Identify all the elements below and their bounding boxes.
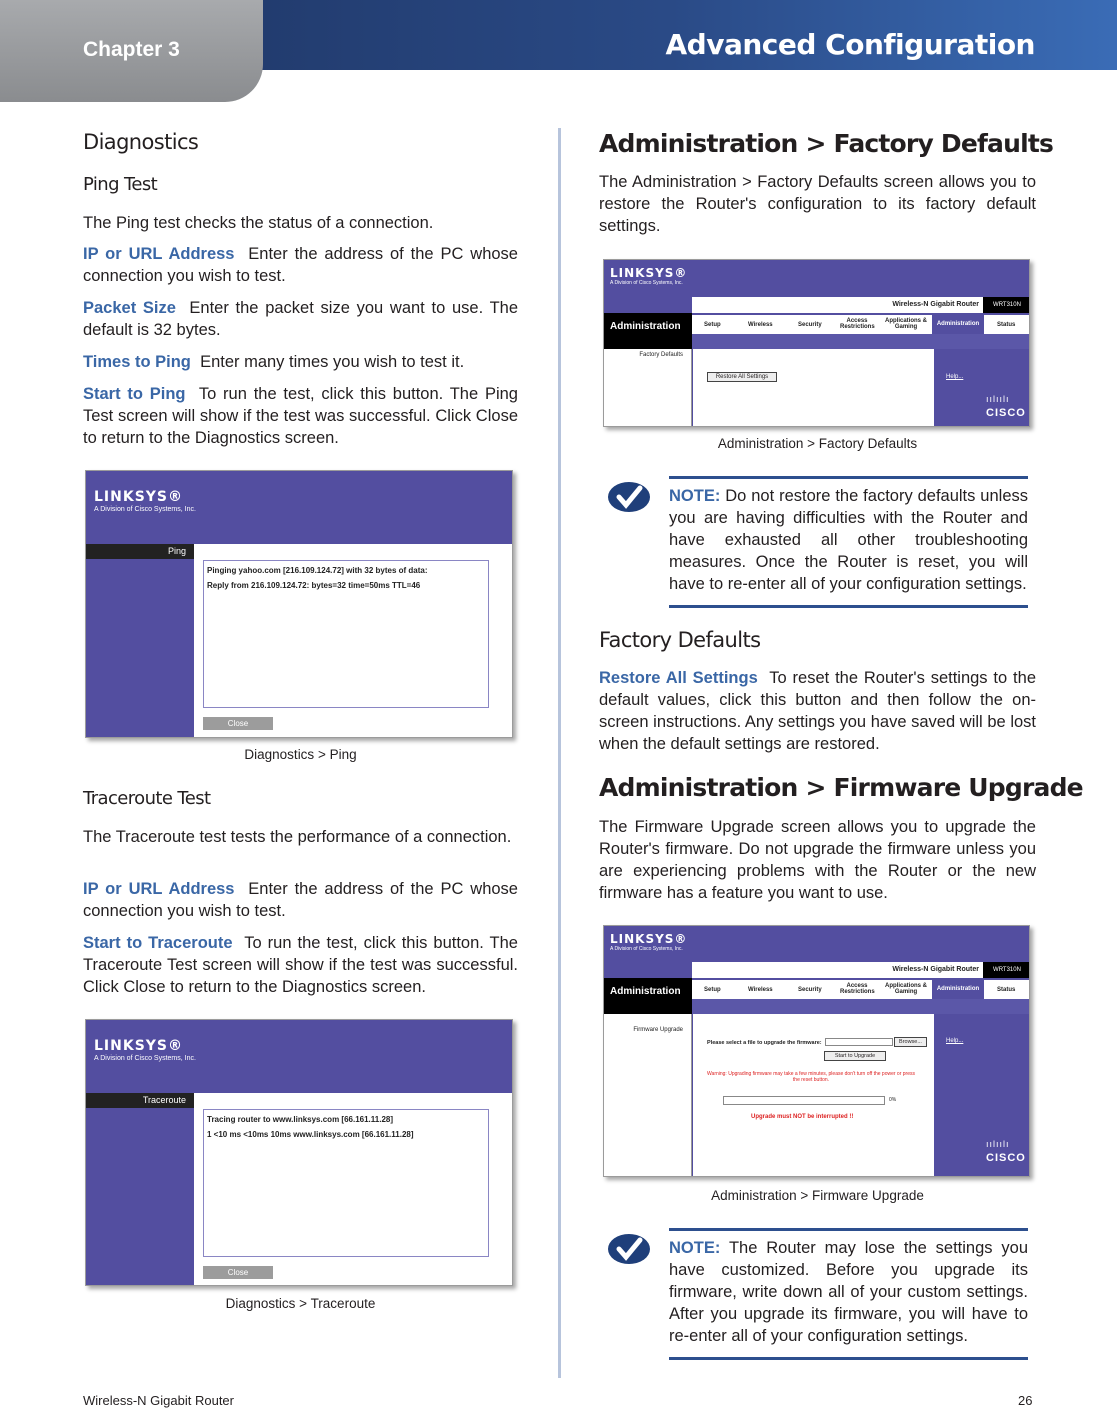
ping-item-ip (83, 243, 518, 287)
traceroute-heading: Traceroute Test (83, 788, 211, 809)
ping-item-start (83, 383, 518, 449)
note-firmware (669, 1228, 1028, 1360)
tab-administration[interactable]: Administration (932, 980, 984, 999)
firmware-caption: Administration > Firmware Upgrade (711, 1188, 924, 1203)
help-panel (934, 349, 1030, 427)
main-tabs (692, 980, 1030, 999)
term-label: Packet Size (83, 299, 176, 317)
trace-item-ip (83, 878, 518, 922)
cisco-logo: CISCO (986, 1152, 1026, 1164)
factory-caption: Administration > Factory Defaults (717, 436, 918, 451)
ping-line-1: Pinging yahoo.com [216.109.124.72] with 32 bytes of data: (207, 566, 428, 575)
upgrade-warning: Warning: Upgrading firmware may take a few minutes, please don't turn off the power or press the reset button. (707, 1071, 915, 1083)
logo-subtitle: A Division of Cisco Systems, Inc. (610, 946, 683, 952)
file-path-input[interactable] (825, 1038, 893, 1046)
cisco-bars-icon: ıılıılı (986, 394, 1010, 404)
section-title: Advanced Configuration (665, 28, 1035, 61)
checkmark-icon (606, 1232, 652, 1266)
term-label: Start to Ping (83, 385, 186, 403)
upgrade-progress-bar (723, 1096, 885, 1105)
tab-setup[interactable]: Setup (704, 987, 721, 993)
tab-access[interactable]: Access Restrictions (840, 983, 875, 995)
term-label: IP or URL Address (83, 880, 235, 898)
diagnostics-heading: Diagnostics (83, 130, 199, 154)
ping-output-box (203, 560, 489, 708)
term-desc: To run the test, click this button. The Traceroute Test screen will show if the test was successful. Click Close to return to the Diagnostics screen. (83, 934, 518, 996)
side-label: Ping (86, 544, 194, 559)
term-label: IP or URL Address (83, 245, 235, 263)
linksys-logo: LINKSYS® (610, 932, 688, 946)
note-text: Do not restore the factory defaults unless you are having difficulties with the Router and have exhausted all other troubleshooting measures. Once the Router is reset, you will have to re-enter all of your configuration settings. (669, 487, 1028, 593)
factory-defaults-heading: Administration > Factory Defaults (599, 129, 1054, 158)
ping-item-packet (83, 297, 518, 341)
term-desc: To reset the Router's settings to the default values, click this button and then follow the on-screen instructions. Any settings you have saved will be lost when the default settings are restored. (599, 669, 1036, 753)
side-panel-top (604, 1014, 692, 1024)
trace-line-2: 1 <10 ms <10ms 10ms www.linksys.com [66.161.11.28] (207, 1130, 414, 1139)
close-button[interactable]: Close (203, 717, 273, 730)
content-panel (693, 1014, 934, 1177)
side-label: Factory Defaults (604, 349, 692, 362)
trace-line-1: Tracing router to www.linksys.com [66.161.11.28] (207, 1115, 393, 1124)
note-body (669, 1231, 1028, 1347)
product-name: Wireless-N Gigabit Router (892, 966, 979, 973)
tab-status[interactable]: Status (997, 322, 1016, 328)
sub-tabs (692, 334, 1030, 349)
section-label: Administration (604, 978, 692, 1014)
model-label: WRT310N (983, 297, 1030, 313)
close-button[interactable]: Close (203, 1266, 273, 1279)
restore-item (599, 667, 1036, 755)
tab-access[interactable]: Access Restrictions (840, 318, 875, 330)
model-label: WRT310N (983, 962, 1030, 978)
tab-applications[interactable]: Applications & Gaming (884, 318, 927, 330)
help-panel (934, 1014, 1030, 1177)
term-desc: Enter the packet size you want to use. The default is 32 bytes. (83, 299, 519, 339)
firmware-upgrade-heading: Administration > Firmware Upgrade (599, 773, 1083, 802)
cisco-logo: CISCO (986, 407, 1026, 419)
sub-tabs (692, 999, 1030, 1014)
start-upgrade-button[interactable]: Start to Upgrade (824, 1051, 886, 1061)
main-tabs (692, 315, 1030, 334)
no-interrupt-warning: Upgrade must NOT be interrupted !! (751, 1114, 854, 1120)
product-name: Wireless-N Gigabit Router (892, 301, 979, 308)
trace-item-start (83, 932, 518, 998)
tab-security[interactable]: Security (798, 322, 822, 328)
ping-caption: Diagnostics > Ping (244, 747, 357, 762)
note-factory (669, 476, 1028, 608)
linksys-logo: LINKSYS® (94, 1038, 183, 1054)
linksys-logo: LINKSYS® (94, 489, 183, 505)
logo-subtitle: A Division of Cisco Systems, Inc. (610, 280, 683, 286)
term-desc: To run the test, click this button. The Ping Test screen will show if the test was successful. Click Close to return to the Diagnostics screen. (83, 385, 518, 447)
note-label: NOTE: (669, 487, 721, 505)
tab-security[interactable]: Security (798, 987, 822, 993)
side-label: Firmware Upgrade (604, 1024, 692, 1037)
content-panel (693, 349, 934, 427)
term-desc: Enter many times you wish to test it. (200, 353, 465, 371)
progress-percent: 0% (889, 1097, 897, 1103)
logo-subtitle: A Division of Cisco Systems, Inc. (94, 506, 196, 513)
tab-applications[interactable]: Applications & Gaming (884, 983, 927, 995)
term-label: Times to Ping (83, 353, 191, 371)
checkmark-icon (606, 480, 652, 514)
product-bar (692, 962, 1030, 978)
logo-subtitle: A Division of Cisco Systems, Inc. (94, 1055, 196, 1062)
firmware-intro: The Firmware Upgrade screen allows you to upgrade the Router's firmware. Do not upgrade the firmware unless you are experiencing problems with the Router or the new firmware has a feature you want to use. (599, 818, 1036, 902)
term-desc: Enter the address of the PC whose connection you wish to test. (83, 245, 518, 285)
firmware-upgrade-screenshot (603, 925, 1030, 1177)
ping-intro: The Ping test checks the status of a connection. (83, 214, 434, 232)
restore-all-settings-button[interactable]: Restore All Settings (707, 372, 777, 382)
tab-wireless[interactable]: Wireless (748, 322, 773, 328)
footer-product: Wireless-N Gigabit Router (83, 1393, 234, 1408)
traceroute-caption: Diagnostics > Traceroute (225, 1296, 376, 1311)
cisco-bars-icon: ıılıılı (986, 1139, 1010, 1149)
select-file-label: Please select a file to upgrade the firmware: (707, 1040, 822, 1046)
traceroute-screenshot (85, 1019, 513, 1286)
column-divider (558, 128, 561, 1378)
section-label: Administration (604, 313, 692, 349)
ping-screenshot (85, 470, 513, 738)
traceroute-output-box (203, 1109, 489, 1257)
tab-setup[interactable]: Setup (704, 322, 721, 328)
ping-item-times (83, 351, 518, 373)
factory-defaults-subheading: Factory Defaults (599, 628, 761, 652)
page-number: 26 (1018, 1393, 1033, 1408)
tab-administration[interactable]: Administration (932, 315, 984, 334)
note-text: The Router may lose the settings you have customized. Before you upgrade its firmware, write down all of your custom settings. After you upgrade its firmware, you will have to re-enter all of your configuration settings. (669, 1239, 1028, 1345)
tab-status[interactable]: Status (997, 987, 1016, 993)
linksys-logo: LINKSYS® (610, 266, 688, 280)
note-label: NOTE: (669, 1239, 721, 1257)
term-label: Start to Traceroute (83, 934, 233, 952)
chapter-label: Chapter 3 (83, 38, 180, 61)
side-panel (604, 362, 692, 427)
traceroute-intro: The Traceroute test tests the performance of a connection. (83, 828, 512, 846)
help-link[interactable]: Help... (946, 374, 964, 380)
factory-intro: The Administration > Factory Defaults screen allows you to restore the Router's configuration to its factory default settings. (599, 173, 1036, 235)
side-panel (604, 1037, 692, 1177)
product-bar (692, 297, 1030, 313)
browse-button[interactable]: Browse... (894, 1037, 927, 1047)
help-link[interactable]: Help... (946, 1038, 964, 1044)
term-desc: Enter the address of the PC whose connection you wish to test. (83, 880, 518, 920)
term-label: Restore All Settings (599, 669, 758, 687)
factory-defaults-screenshot (603, 259, 1030, 427)
note-body (669, 479, 1028, 595)
ping-line-2: Reply from 216.109.124.72: bytes=32 time=50ms TTL=46 (207, 581, 421, 590)
tab-wireless[interactable]: Wireless (748, 987, 773, 993)
side-label: Traceroute (86, 1093, 194, 1108)
ping-test-heading: Ping Test (83, 174, 158, 195)
